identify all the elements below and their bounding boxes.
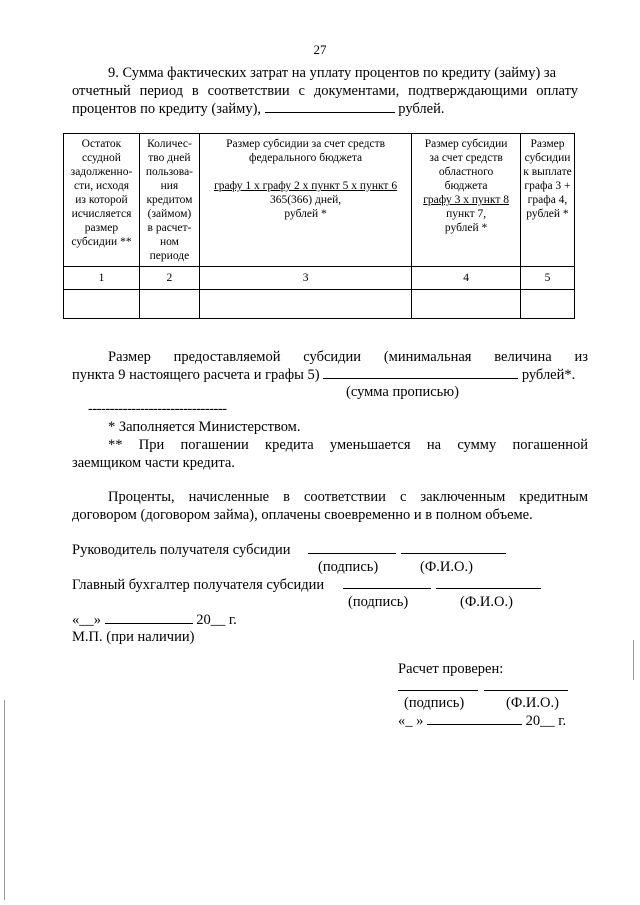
page-number: 27 <box>313 42 327 57</box>
checked-date <box>398 712 566 730</box>
head-name-field[interactable] <box>401 541 506 554</box>
accountant-name-caption: (Ф.И.О.) <box>460 594 513 610</box>
footnote-1: * Заполняется Министерством. <box>108 419 301 435</box>
accountant-name-field[interactable] <box>436 576 541 589</box>
size-para-line-1: Размер предоставляемой субсидии (минимальная величина из <box>108 349 588 365</box>
federal-formula: графу 1 х графу 2 х пункт 5 х пункт 6 <box>214 180 398 192</box>
accountant-label: Главный бухгалтер получателя субсидии <box>72 577 325 593</box>
scan-edge-mark <box>633 640 634 680</box>
interest-para-line-2: договором (договором займа), оплачены своевременно и в полном объеме. <box>72 507 533 523</box>
stamp-note: М.П. (при наличии) <box>72 629 195 645</box>
header-loan-balance: Остаток ссудной задолженно- сти, исходя из которой исчисляется размер субсидии ** <box>64 134 140 267</box>
checker-signature-field[interactable] <box>398 678 478 691</box>
column-number: 2 <box>139 267 199 290</box>
checked-date-month-field[interactable] <box>427 712 522 725</box>
checked-title: Расчет проверен: <box>398 661 504 677</box>
footnote-separator: -------------------------------- <box>88 401 227 417</box>
interest-amount-field[interactable] <box>265 100 395 113</box>
section-9-line-3-prefix: процентов по кредиту (займу), <box>72 101 262 117</box>
column-number: 3 <box>199 267 411 290</box>
subsidy-calculation-table <box>63 133 575 319</box>
header-regional-subsidy: Размер субсидии за счет средств областного бюджета графу 3 х пункт 8 пункт 7, рублей * <box>412 134 521 267</box>
amount-in-words-caption: (сумма прописью) <box>346 384 459 400</box>
subsidy-amount-words-field[interactable] <box>323 366 518 379</box>
section-9-line-3 <box>72 100 445 118</box>
size-para-line-2-suffix: рублей*. <box>521 367 576 383</box>
header-subsidy-payable: Размер субсидии к выплате графа 3 + графа 4, рублей * <box>520 134 574 267</box>
column-number: 5 <box>520 267 574 290</box>
header-days-count: Количес- тво дней пользова- ния кредитом (займом) в расчет- ном периоде <box>139 134 199 267</box>
date-day: «__» <box>72 612 101 628</box>
interest-para-line-1: Проценты, начисленные в соответствии с заключенным кредитным <box>108 489 588 505</box>
header-federal-subsidy: Размер субсидии за счет средств федерального бюджета графу 1 х графу 2 х пункт 5 х пункт 6 365(366) дней, рублей * <box>199 134 411 267</box>
scan-edge-mark <box>4 700 5 900</box>
table-header-row <box>64 134 575 267</box>
head-label: Руководитель получателя субсидии <box>72 542 291 558</box>
section-9-line-2: отчетный период в соответствии с документами, подтверждающими оплату <box>72 83 578 99</box>
checker-name-caption: (Ф.И.О.) <box>506 695 559 711</box>
checker-sign-caption: (подпись) <box>404 695 465 711</box>
checked-date-day: «_ » <box>398 713 424 729</box>
section-9-line-1: 9. Сумма фактических затрат на уплату процентов по кредиту (займу) за <box>108 65 557 81</box>
signature-date <box>72 611 237 629</box>
footnote-2-line-1: ** При погашении кредита уменьшается на сумму погашенной <box>108 437 588 453</box>
table-cell[interactable] <box>139 290 199 319</box>
size-para-line-2 <box>72 366 575 384</box>
table-cell[interactable] <box>64 290 140 319</box>
table-data-row <box>64 290 575 319</box>
checker-name-field[interactable] <box>484 678 568 691</box>
date-year: 20__ г. <box>196 612 237 628</box>
head-sign-caption: (подпись) <box>318 559 379 575</box>
table-cell[interactable] <box>520 290 574 319</box>
table-cell[interactable] <box>412 290 521 319</box>
head-name-caption: (Ф.И.О.) <box>420 559 473 575</box>
table-cell[interactable] <box>199 290 411 319</box>
column-number: 1 <box>64 267 140 290</box>
head-signature-field[interactable] <box>308 541 396 554</box>
column-number: 4 <box>412 267 521 290</box>
date-month-field[interactable] <box>105 611 193 624</box>
table-number-row <box>64 267 575 290</box>
size-para-line-2-prefix: пункта 9 настоящего расчета и графы 5) <box>72 367 320 383</box>
regional-formula: графу 3 х пункт 8 <box>423 194 509 206</box>
checked-date-year: 20__ г. <box>525 713 567 729</box>
footnote-2-line-2: заемщиком части кредита. <box>72 455 235 471</box>
accountant-signature-field[interactable] <box>343 576 431 589</box>
section-9-line-3-suffix: рублей. <box>398 101 445 117</box>
accountant-sign-caption: (подпись) <box>348 594 409 610</box>
